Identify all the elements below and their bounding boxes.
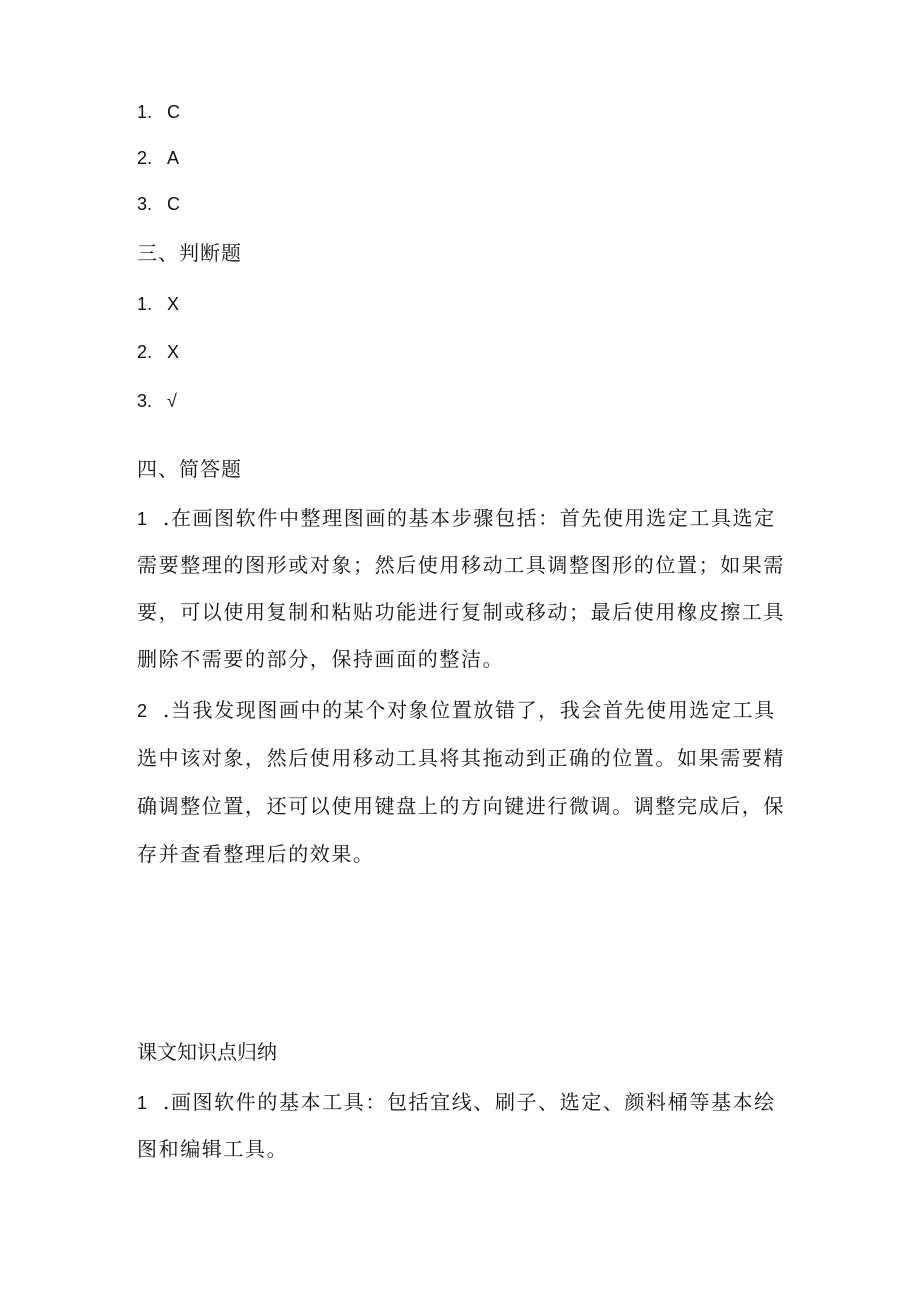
- answer-value: A: [167, 148, 180, 168]
- answer-number: 1.: [137, 102, 153, 122]
- mc-answer-2: [137, 144, 179, 172]
- short-answer-heading: 四、简答题: [137, 457, 242, 481]
- short-answer-2-line-3: 确调整位置，还可以使用键盘上的方向键进行微调。调整完成后，保: [137, 794, 785, 818]
- summary-1-line-1: [137, 1087, 776, 1118]
- answer-number: 3.: [137, 391, 153, 411]
- short-answer-1-line-3: 要，可以使用复制和粘贴功能进行复制或移动；最后使用橡皮擦工具: [137, 600, 785, 624]
- mc-answer-1: [137, 98, 180, 126]
- answer-value: X: [167, 294, 180, 314]
- paragraph-text: .画图软件的基本工具：包括宜线、刷子、选定、颜料桶等基本绘: [163, 1090, 776, 1114]
- paragraph-number: 1: [137, 1093, 148, 1113]
- judgement-answer-1: [137, 290, 179, 318]
- short-answer-2-line-4: 存并查看整理后的效果。: [137, 842, 375, 866]
- judgement-heading: 三、判断题: [137, 241, 242, 265]
- short-answer-1-line-4: 删除不需要的部分，保持画面的整洁。: [137, 647, 505, 671]
- mc-answer-3: [137, 190, 180, 218]
- paragraph-text: .当我发现图画中的某个对象位置放错了，我会首先使用选定工具: [163, 698, 776, 722]
- judgement-answer-3: [137, 387, 177, 415]
- short-answer-1-line-2: 需要整理的图形或对象；然后使用移动工具调整图形的位置；如果需: [137, 553, 785, 577]
- answer-number: 2.: [137, 148, 153, 168]
- paragraph-number: 2: [137, 701, 148, 721]
- short-answer-2-line-1: [137, 695, 776, 726]
- answer-value: C: [167, 194, 180, 214]
- answer-number: 2.: [137, 342, 153, 362]
- summary-1-line-2: 图和编辑工具。: [137, 1137, 289, 1161]
- summary-heading: 课文知识点归纳: [137, 1040, 277, 1064]
- paragraph-text: .在画图软件中整理图画的基本步骤包括：首先使用选定工具选定: [163, 506, 776, 530]
- answer-number: 1.: [137, 294, 153, 314]
- paragraph-number: 1: [137, 509, 148, 529]
- short-answer-1-line-1: [137, 503, 776, 534]
- judgement-answer-2: [137, 338, 179, 366]
- answer-value: C: [167, 102, 180, 122]
- answer-value: X: [167, 342, 180, 362]
- answer-value: √: [167, 391, 177, 411]
- answer-number: 3.: [137, 194, 153, 214]
- short-answer-2-line-2: 选中该对象，然后使用移动工具将其拖动到正确的位置。如果需要精: [137, 746, 785, 770]
